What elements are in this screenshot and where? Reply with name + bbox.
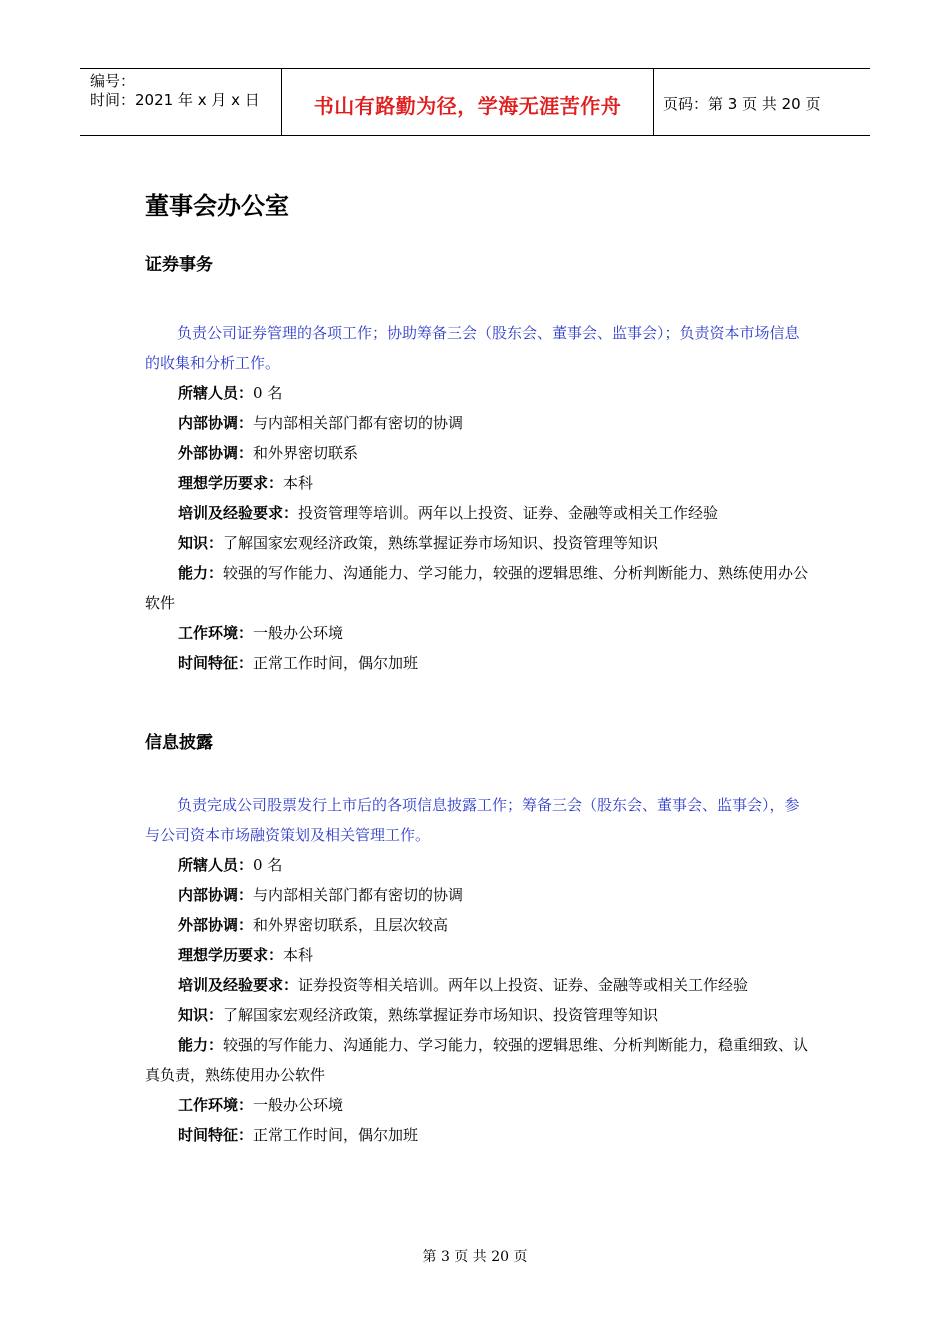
section-securities <box>145 252 810 678</box>
field-value: 了解国家宏观经济政策，熟练掌握证券市场知识、投资管理等知识 <box>223 1006 659 1024</box>
field-label: 培训及经验要求： <box>178 976 299 994</box>
section-title: 证券事务 <box>145 255 213 275</box>
field-value: 正常工作时间，偶尔加班 <box>253 1126 419 1144</box>
date-value: 2021 年 x 月 x 日 <box>135 91 260 109</box>
field-value: 和外界密切联系，且层次较高 <box>253 916 449 934</box>
section-description: 负责完成公司股票发行上市后的各项信息披露工作；筹备三会（股东会、董事会、监事会），参与公司资本市场融资策划及相关管理工作。 <box>145 796 800 844</box>
field-label: 外部协调： <box>178 916 254 934</box>
field-label: 内部协调： <box>178 886 254 904</box>
field-value: 一般办公环境 <box>253 1096 344 1114</box>
document-header <box>80 68 870 136</box>
field-external <box>145 438 810 468</box>
serial-label: 编号： <box>90 72 136 90</box>
field-training <box>145 498 810 528</box>
field-environment <box>145 1090 810 1120</box>
page-title: 董事会办公室 <box>145 192 289 220</box>
section-disclosure <box>145 730 810 1150</box>
field-label: 工作环境： <box>178 1096 254 1114</box>
field-value: 投资管理等培训。两年以上投资、证券、金融等或相关工作经验 <box>298 504 719 522</box>
section-title: 信息披露 <box>145 733 213 753</box>
field-label: 内部协调： <box>178 414 254 432</box>
field-label: 能力： <box>178 1036 224 1054</box>
field-staff <box>145 850 810 880</box>
field-ability <box>145 1030 810 1090</box>
field-training <box>145 970 810 1000</box>
field-value: 和外界密切联系 <box>253 444 359 462</box>
field-value: 正常工作时间，偶尔加班 <box>253 654 419 672</box>
field-label: 培训及经验要求： <box>178 504 299 522</box>
field-knowledge <box>145 528 810 558</box>
field-label: 时间特征： <box>178 654 254 672</box>
field-label: 能力： <box>178 564 224 582</box>
section-description: 负责公司证券管理的各项工作；协助筹备三会（股东会、董事会、监事会）；负责资本市场信息的收集和分析工作。 <box>145 324 800 372</box>
field-internal <box>145 408 810 438</box>
field-label: 知识： <box>178 534 224 552</box>
header-page-info: 页码：第 3 页 共 20 页 <box>663 94 821 113</box>
field-value: 0 名 <box>253 384 283 402</box>
field-education <box>145 468 810 498</box>
field-value: 一般办公环境 <box>253 624 344 642</box>
field-ability <box>145 558 810 618</box>
field-label: 知识： <box>178 1006 224 1024</box>
field-value: 较强的写作能力、沟通能力、学习能力，较强的逻辑思维、分析判断能力、熟练使用办公软件 <box>145 564 809 612</box>
field-label: 时间特征： <box>178 1126 254 1144</box>
field-external <box>145 910 810 940</box>
field-label: 理想学历要求： <box>178 474 284 492</box>
field-time <box>145 1120 810 1150</box>
field-internal <box>145 880 810 910</box>
page-footer: 第 3 页 共 20 页 <box>422 1249 528 1265</box>
field-label: 外部协调： <box>178 444 254 462</box>
header-motto-cell <box>281 69 654 135</box>
field-label: 工作环境： <box>178 624 254 642</box>
field-value: 本科 <box>283 474 314 492</box>
field-time <box>145 648 810 678</box>
field-value: 本科 <box>283 946 314 964</box>
field-value: 较强的写作能力、沟通能力、学习能力，较强的逻辑思维、分析判断能力，稳重细致、认真负责，熟练使用办公软件 <box>145 1036 809 1084</box>
field-value: 证券投资等相关培训。两年以上投资、证券、金融等或相关工作经验 <box>298 976 749 994</box>
field-label: 所辖人员： <box>178 384 254 402</box>
header-meta <box>80 69 281 135</box>
field-staff <box>145 378 810 408</box>
field-education <box>145 940 810 970</box>
field-value: 与内部相关部门都有密切的协调 <box>253 414 464 432</box>
date-label: 时间： <box>90 91 136 109</box>
field-label: 所辖人员： <box>178 856 254 874</box>
document-body <box>145 188 810 1150</box>
field-knowledge <box>145 1000 810 1030</box>
field-label: 理想学历要求： <box>178 946 284 964</box>
field-environment <box>145 618 810 648</box>
field-value: 与内部相关部门都有密切的协调 <box>253 886 464 904</box>
field-value: 了解国家宏观经济政策，熟练掌握证券市场知识、投资管理等知识 <box>223 534 659 552</box>
header-motto: 书山有路勤为径，学海无涯苦作舟 <box>313 93 622 118</box>
field-value: 0 名 <box>253 856 283 874</box>
date-line <box>90 91 281 110</box>
